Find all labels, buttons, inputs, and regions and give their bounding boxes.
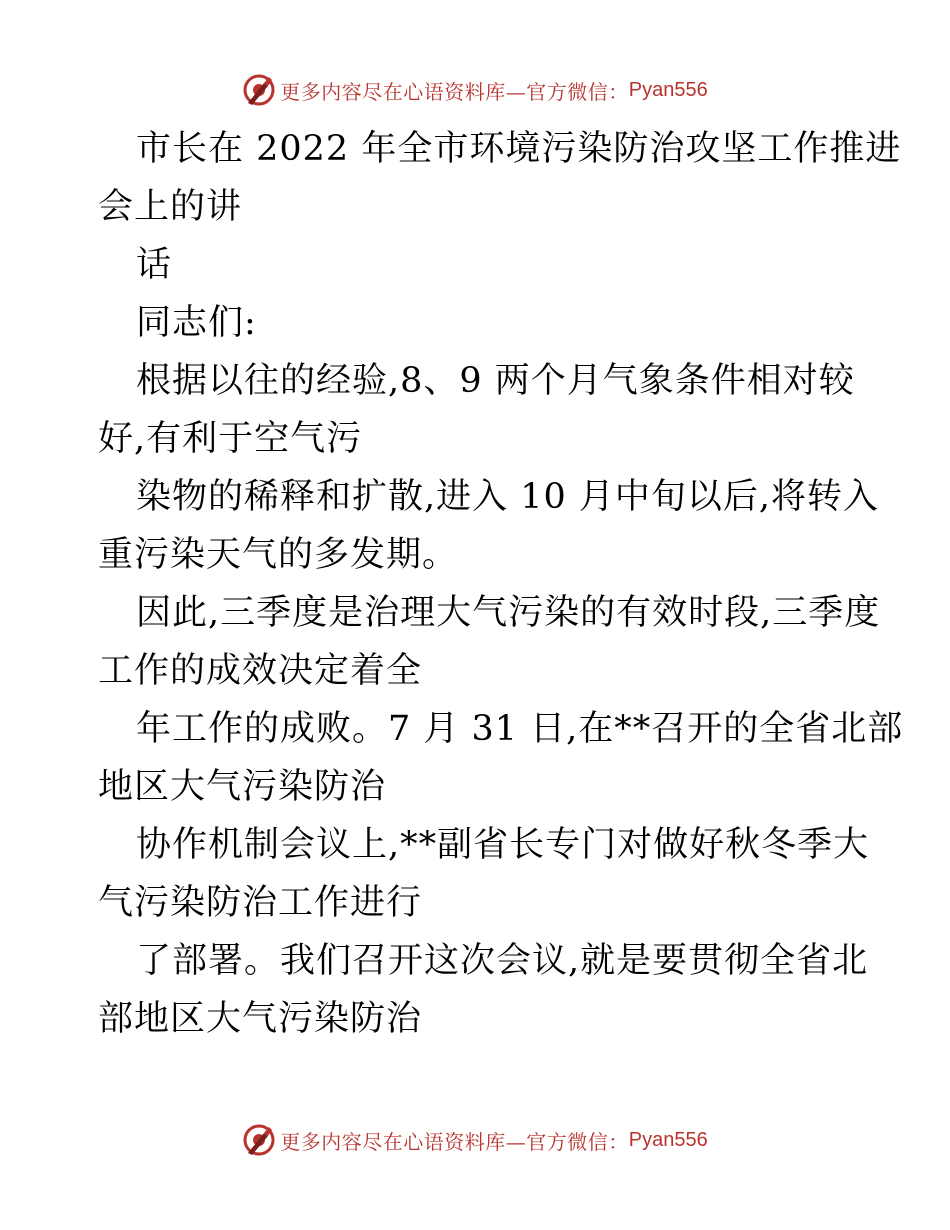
footer-watermark [0,1120,950,1160]
text-line: 部地区大气污染防治 [98,999,423,1039]
text-line: 重污染天气的多发期。 [98,535,459,575]
text-line: 根据以往的经验,8、9 两个月气象条件相对较 [136,361,855,401]
text-line: 话 [136,245,173,285]
watermark-wechat-id: Pyan556 [628,1128,708,1151]
text-line: 年工作的成败。7 月 31 日,在**召开的全省北部 [136,709,904,749]
pen-logo-icon [242,73,276,107]
watermark-text: 更多内容尽在心语资料库—官方微信： [280,1129,629,1154]
text-line: 会上的讲 [98,187,243,227]
text-line: 了部署。我们召开这次会议,就是要贯彻全省北 [136,941,869,981]
text-line: 工作的成效决定着全 [98,651,423,691]
text-line: 同志们: [136,303,257,343]
text-line: 好,有利于空气污 [98,419,363,459]
text-line: 因此,三季度是治理大气污染的有效时段,三季度 [136,593,881,633]
text-line: 地区大气污染防治 [98,767,387,807]
text-line: 市长在 2022 年全市环境污染防治攻坚工作推进 [136,129,902,169]
watermark-text: 更多内容尽在心语资料库—官方微信： [280,79,629,104]
text-line: 协作机制会议上,**副省长专门对做好秋冬季大 [136,825,870,865]
pen-logo-icon [242,1123,276,1157]
header-watermark [0,70,950,110]
watermark-wechat-id: Pyan556 [628,78,708,101]
document-body [98,120,904,1048]
text-line: 气污染防治工作进行 [98,883,423,923]
text-line: 染物的稀释和扩散,进入 10 月中旬以后,将转入 [136,477,880,517]
